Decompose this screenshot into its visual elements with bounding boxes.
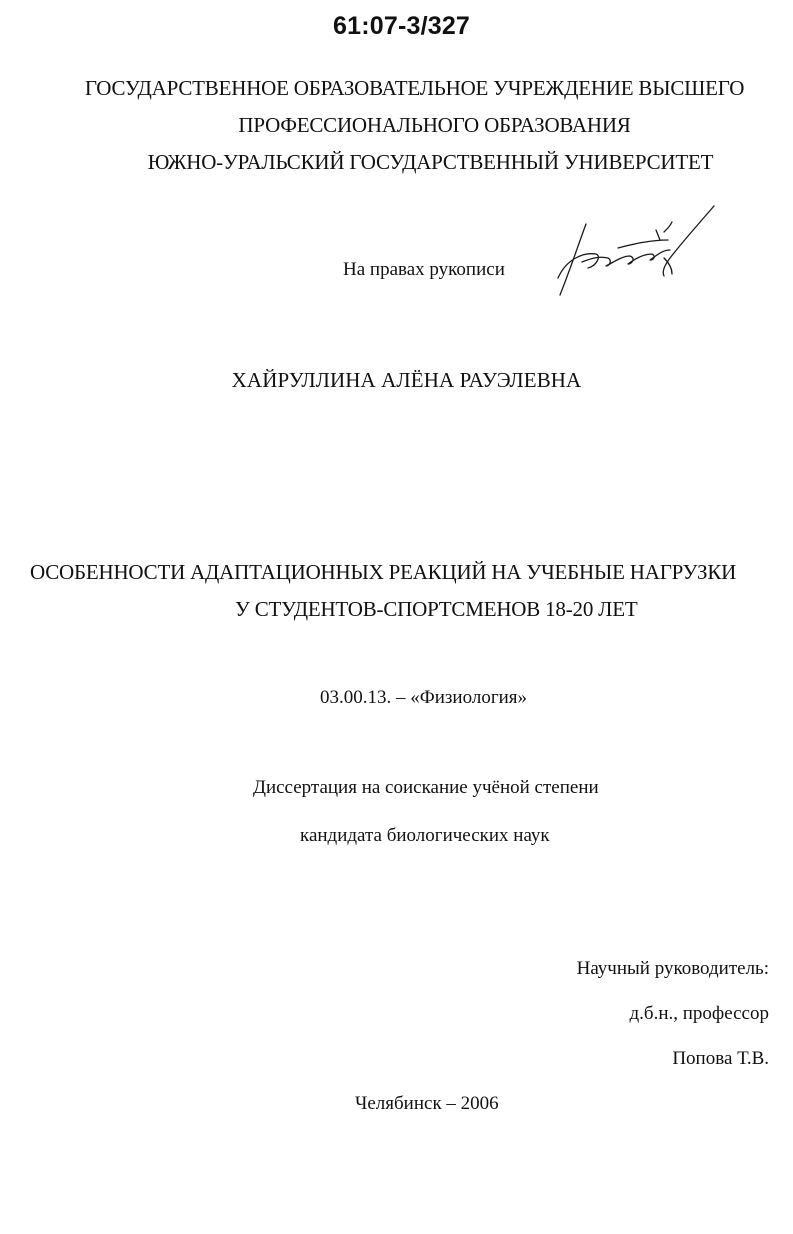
institution-line-2: ПРОФЕССИОНАЛЬНОГО ОБРАЗОВАНИЯ: [238, 113, 631, 137]
manuscript-note: На правах рукописи: [343, 259, 505, 280]
specialty-code: 03.00.13. – «Физиология»: [320, 687, 528, 708]
supervisor-label: Научный руководитель:: [576, 958, 769, 979]
signature-icon: [552, 200, 722, 305]
dissertation-line-2: кандидата биологических наук: [300, 825, 550, 846]
institution-line-3: ЮЖНО-УРАЛЬСКИЙ ГОСУДАРСТВЕННЫЙ УНИВЕРСИТЕТ: [147, 150, 714, 174]
supervisor-degree: д.б.н., профессор: [629, 1003, 769, 1024]
author-name: ХАЙРУЛЛИНА АЛЁНА РАУЭЛЕВНА: [231, 368, 582, 392]
dissertation-line-1: Диссертация на соискание учёной степени: [253, 777, 599, 798]
title-line-1: ОСОБЕННОСТИ АДАПТАЦИОННЫХ РЕАКЦИЙ НА УЧЕБНЫЕ НАГРУЗКИ: [30, 560, 737, 584]
title-line-2: У СТУДЕНТОВ-СПОРТСМЕНОВ 18-20 ЛЕТ: [235, 597, 638, 621]
city-year: Челябинск – 2006: [355, 1093, 499, 1114]
supervisor-name: Попова Т.В.: [672, 1048, 769, 1069]
catalog-number: 61:07-3/327: [333, 12, 471, 40]
institution-line-1: ГОСУДАРСТВЕННОЕ ОБРАЗОВАТЕЛЬНОЕ УЧРЕЖДЕНИЕ ВЫСШЕГО: [84, 76, 745, 100]
